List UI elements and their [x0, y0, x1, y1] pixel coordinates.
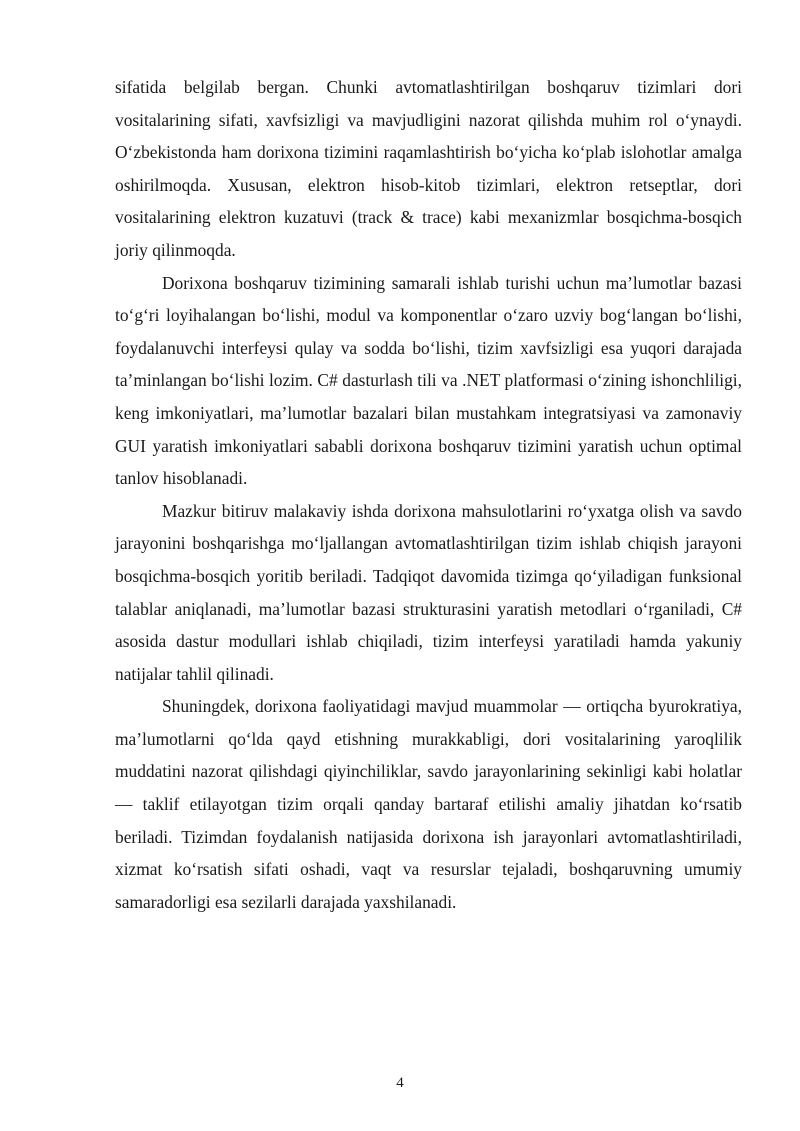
page-number: 4	[396, 1075, 404, 1091]
paragraph-continued: sifatida belgilab bergan. Chunki avtomatlashtirilgan boshqaruv tizimlari dori vositalarining sifati, xavfsizligi va mavjudligini nazorat qilishda muhim rol o‘ynaydi. O‘zbekistonda ham dorixona tizimini raqamlashtirish bo‘yicha ko‘plab islohotlar amalga oshirilmoqda. Xususan, elektron hisob-kitob tizimlari, elektron retseptlar, dori vositalarining elektron kuzatuvi (track & trace) kabi mexanizmlar bosqichma-bosqich joriy qilinmoqda.	[115, 77, 742, 260]
paragraph: Dorixona boshqaruv tizimining samarali ishlab turishi uchun ma’lumotlar bazasi to‘g‘ri loyihalangan bo‘lishi, modul va komponentlar o‘zaro uzviy bog‘langan bo‘lishi, foydalanuvchi interfeysi qulay va sodda bo‘lishi, tizim xavfsizligi esa yuqori darajada ta’minlangan bo‘lishi lozim. C# dasturlash tili va .NET platformasi o‘zining ishonchliligi, keng imkoniyatlari, ma’lumotlar bazalari bilan mustahkam integratsiyasi va zamonaviy GUI yaratish imkoniyatlari sababli dorixona boshqaruv tizimini yaratish uchun optimal tanlov hisoblanadi.	[115, 272, 742, 489]
document-body	[115, 71, 742, 918]
paragraph: Mazkur bitiruv malakaviy ishda dorixona mahsulotlarini ro‘yxatga olish va savdo jarayonini boshqarishga mo‘ljallangan avtomatlashtirilgan tizim ishlab chiqish jarayoni bosqichma-bosqich yoritib beriladi. Tadqiqot davomida tizimga qo‘yiladigan funksional talablar aniqlanadi, ma’lumotlar bazasi strukturasini yaratish metodlari o‘rganiladi, C# asosida dastur modullari ishlab chiqiladi, tizim interfeysi yaratiladi hamda yakuniy natijalar tahlil qilinadi.	[115, 500, 742, 684]
paragraph: Shuningdek, dorixona faoliyatidagi mavjud muammolar — ortiqcha byurokratiya, ma’lumotlarni qo‘lda qayd etishning murakkabligi, dori vositalarining yaroqlilik muddatini nazorat qilishdagi qiyinchiliklar, savdo jarayonlarining sekinligi kabi holatlar — taklif etilayotgan tizim orqali qanday bartaraf etilishi amaliy jihatdan ko‘rsatib beriladi. Tizimdan foydalanish natijasida dorixona ish jarayonlari avtomatlashtiriladi, xizmat ko‘rsatish sifati oshadi, vaqt va resurslar tejaladi, boshqaruvning umumiy samaradorligi esa sezilarli darajada yaxshilanadi.	[115, 696, 742, 912]
